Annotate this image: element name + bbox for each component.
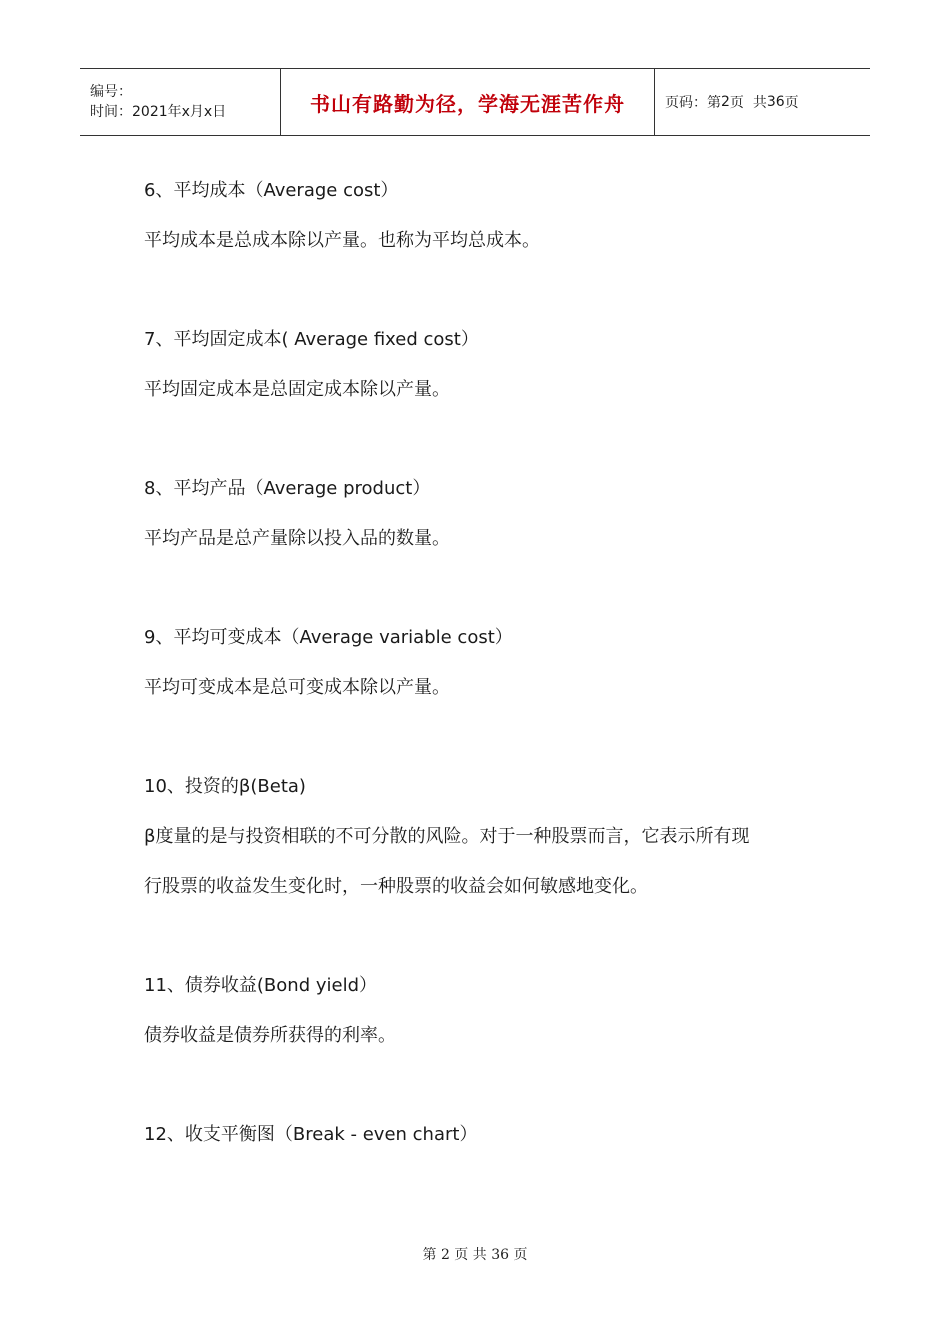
entry-title: 7、平均固定成本( Average fixed cost） bbox=[144, 329, 479, 350]
entry-title: 11、债券收益(Bond yield） bbox=[144, 975, 377, 996]
page-suffix: 页 bbox=[784, 95, 799, 111]
entry-text: 债券收益是债券所获得的利率。 bbox=[144, 1025, 396, 1046]
entry-title: 12、收支平衡图（Break - even chart） bbox=[144, 1124, 478, 1145]
entry bbox=[144, 315, 824, 415]
entry-title: 8、平均产品（Average product） bbox=[144, 478, 431, 499]
document-body bbox=[144, 166, 824, 1160]
entry-text: 行股票的收益发生变化时，一种股票的收益会如何敏感地变化。 bbox=[144, 876, 648, 897]
entry-text: β度量的是与投资相联的不可分散的风险。对于一种股票而言，它表示所有现 bbox=[144, 826, 750, 847]
spacer bbox=[144, 912, 824, 961]
entry-title: 6、平均成本（Average cost） bbox=[144, 180, 399, 201]
entry-text: 平均固定成本是总固定成本除以产量。 bbox=[144, 379, 450, 400]
entry-text: 平均成本是总成本除以产量。也称为平均总成本。 bbox=[144, 230, 540, 251]
entry-text: 平均可变成本是总可变成本除以产量。 bbox=[144, 677, 450, 698]
time-label: 时间：2021年x月x日 bbox=[90, 104, 227, 120]
entry bbox=[144, 166, 824, 266]
entry-title: 9、平均可变成本（Average variable cost） bbox=[144, 627, 513, 648]
spacer bbox=[144, 415, 824, 464]
header-meta-cell bbox=[80, 69, 281, 135]
entry bbox=[144, 1110, 824, 1160]
header-motto: 书山有路勤为径，学海无涯苦作舟 bbox=[281, 69, 655, 135]
entry bbox=[144, 762, 824, 912]
header-page-info bbox=[655, 69, 870, 135]
page-mid: 页 共 bbox=[729, 95, 767, 111]
page-prefix: 页码：第 bbox=[665, 95, 721, 111]
spacer bbox=[144, 1061, 824, 1110]
page-footer: 第 2 页 共 36 页 bbox=[422, 1247, 528, 1263]
page-current: 2 bbox=[721, 94, 730, 110]
entry bbox=[144, 961, 824, 1061]
entry-title: 10、投资的β(Beta) bbox=[144, 776, 306, 797]
page-header bbox=[80, 68, 870, 136]
spacer bbox=[144, 266, 824, 315]
entry bbox=[144, 613, 824, 713]
spacer bbox=[144, 564, 824, 613]
number-label: 编号： bbox=[90, 84, 132, 100]
entry bbox=[144, 464, 824, 564]
page-total: 36 bbox=[766, 94, 785, 110]
spacer bbox=[144, 713, 824, 762]
entry-text: 平均产品是总产量除以投入品的数量。 bbox=[144, 528, 450, 549]
